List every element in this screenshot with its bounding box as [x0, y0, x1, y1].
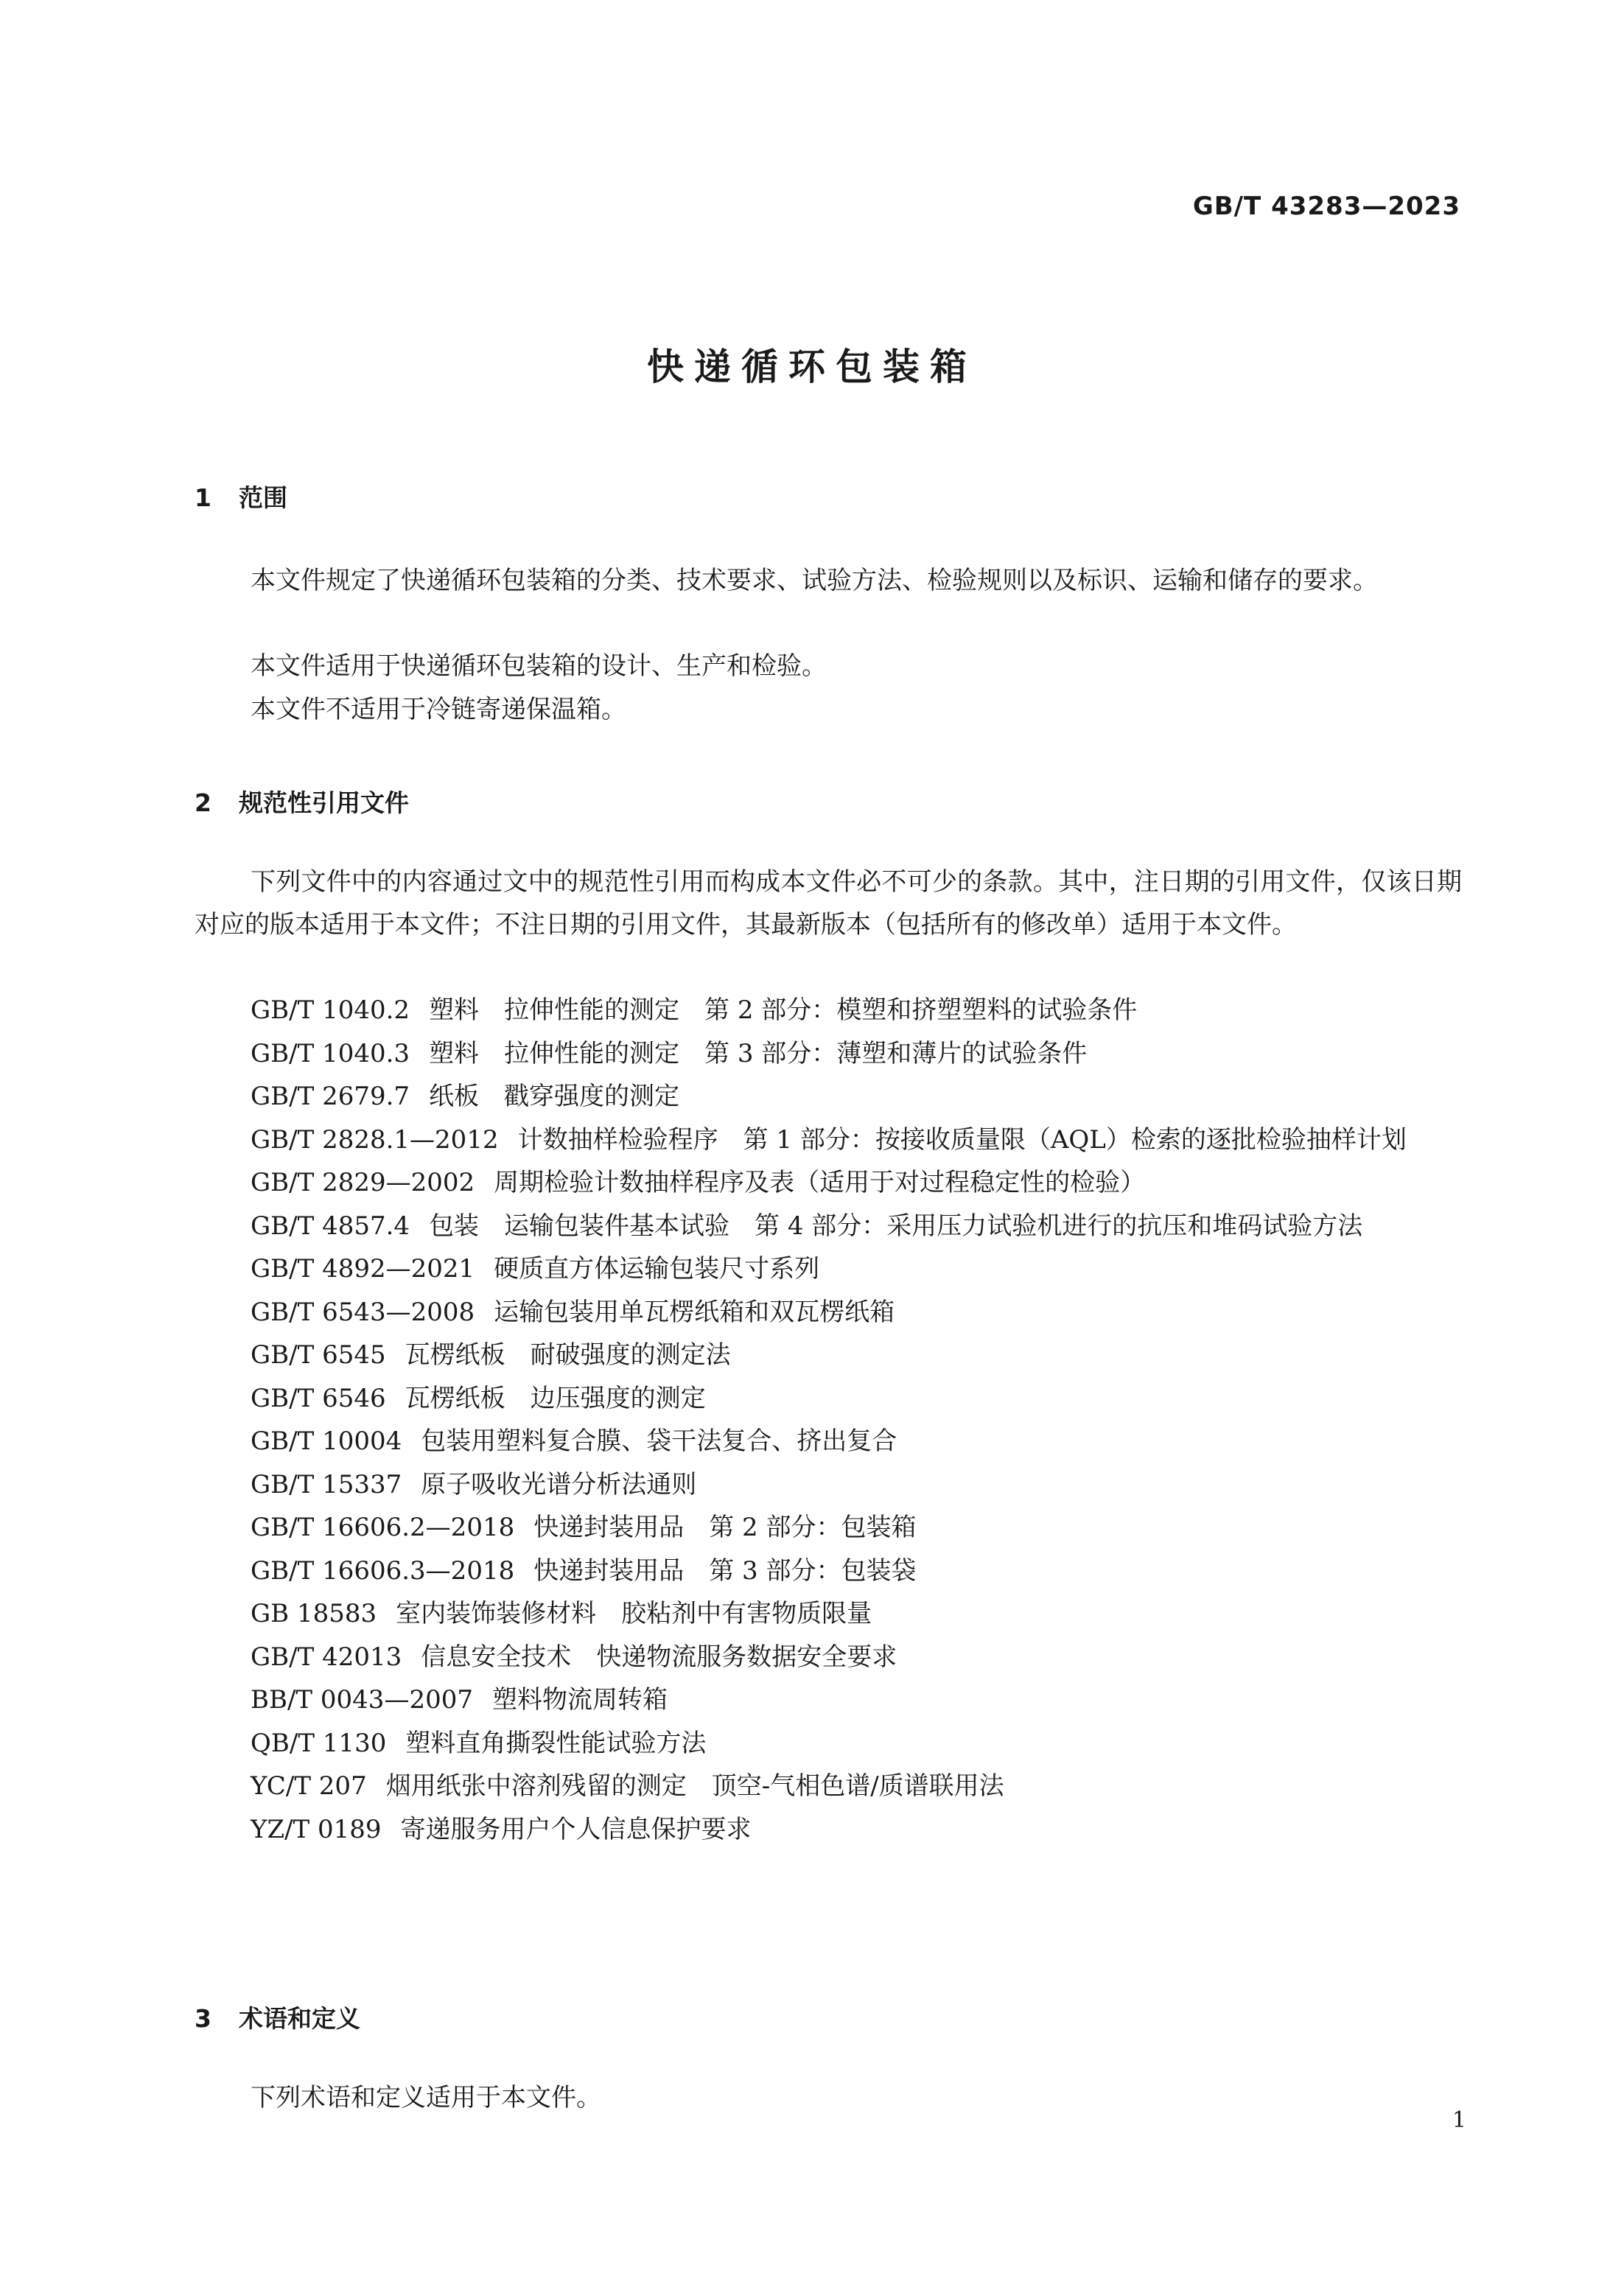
reference-code: GB/T 42013 [251, 1642, 402, 1672]
reference-item [195, 989, 1462, 1032]
reference-code: YZ/T 0189 [251, 1814, 382, 1844]
scope-paragraph-1: 本文件规定了快递循环包装箱的分类、技术要求、试验方法、检验规则以及标识、运输和储存的要求。 [251, 566, 1378, 595]
reference-item [195, 1592, 1462, 1636]
section-heading-normative-references [195, 784, 409, 819]
reference-item [195, 1463, 1462, 1507]
section-title: 范围 [239, 483, 287, 512]
section-title: 规范性引用文件 [239, 788, 409, 817]
reference-title: 塑料直角撕裂性能试验方法 [405, 1728, 707, 1758]
reference-code: GB/T 2679.7 [251, 1082, 410, 1111]
reference-item [195, 1765, 1462, 1808]
scope-paragraph-3: 本文件不适用于冷链寄递保温箱。 [251, 695, 626, 724]
reference-item [195, 1119, 1462, 1162]
reference-title: 包装 运输包装件基本试验 第 4 部分：采用压力试验机进行的抗压和堆码试验方法 [429, 1211, 1363, 1241]
section-number: 3 [195, 2004, 211, 2033]
reference-code: YC/T 207 [251, 1771, 367, 1801]
reference-title: 硬质直方体运输包装尺寸系列 [494, 1254, 820, 1284]
reference-item [195, 1291, 1462, 1334]
reference-item [195, 1678, 1462, 1722]
reference-item [195, 1506, 1462, 1550]
scope-paragraph-2: 本文件适用于快递循环包装箱的设计、生产和检验。 [251, 651, 827, 681]
section-number: 1 [195, 483, 211, 512]
reference-code: GB/T 2829—2002 [251, 1168, 475, 1197]
reference-title: 周期检验计数抽样程序及表（适用于对过程稳定性的检验） [494, 1168, 1146, 1197]
reference-code: GB/T 6543—2008 [251, 1297, 475, 1327]
terms-paragraph-1: 下列术语和定义适用于本文件。 [251, 2083, 601, 2112]
reference-title: 运输包装用单瓦楞纸箱和双瓦楞纸箱 [494, 1297, 895, 1327]
reference-title: 瓦楞纸板 边压强度的测定 [405, 1383, 706, 1413]
reference-item [195, 1161, 1462, 1205]
reference-code: GB/T 4857.4 [251, 1211, 410, 1241]
reference-item [195, 1722, 1462, 1765]
reference-code: GB/T 6546 [251, 1383, 386, 1413]
reference-code: GB/T 4892—2021 [251, 1254, 475, 1284]
reference-title: 瓦楞纸板 耐破强度的测定法 [405, 1340, 731, 1370]
section-title: 术语和定义 [239, 2004, 360, 2033]
reference-code: GB/T 1040.3 [251, 1038, 410, 1068]
reference-code: GB/T 16606.3—2018 [251, 1555, 515, 1586]
section-heading-scope [195, 479, 287, 514]
reference-title: 塑料 拉伸性能的测定 第 2 部分：模塑和挤塑塑料的试验条件 [429, 995, 1138, 1025]
reference-code: GB 18583 [251, 1599, 377, 1628]
reference-item [195, 1205, 1462, 1248]
reference-code: GB/T 1040.2 [251, 995, 410, 1025]
reference-item [195, 1334, 1462, 1377]
reference-title: 烟用纸张中溶剂残留的测定 顶空-气相色谱/质谱联用法 [385, 1771, 1004, 1801]
reference-item [195, 1636, 1462, 1679]
reference-title: 寄递服务用户个人信息保护要求 [400, 1814, 752, 1844]
reference-item [195, 1420, 1462, 1463]
reference-title: 快递封装用品 第 3 部分：包装袋 [533, 1555, 917, 1586]
reference-title: 塑料物流周转箱 [491, 1685, 668, 1715]
reference-code: BB/T 0043—2007 [251, 1685, 473, 1715]
reference-title: 包装用塑料复合膜、袋干法复合、挤出复合 [421, 1426, 897, 1456]
reference-code: GB/T 10004 [251, 1426, 402, 1456]
standard-number: GB/T 43283—2023 [1192, 192, 1460, 221]
reference-code: GB/T 6545 [251, 1340, 386, 1370]
reference-title: 计数抽样检验程序 第 1 部分：按接收质量限（AQL）检索的逐批检验抽样计划 [517, 1124, 1407, 1155]
reference-code: GB/T 15337 [251, 1469, 402, 1499]
reference-title: 塑料 拉伸性能的测定 第 3 部分：薄塑和薄片的试验条件 [429, 1038, 1088, 1068]
document-title: 快递循环包装箱 [647, 346, 977, 388]
reference-title: 原子吸收光谱分析法通则 [421, 1469, 697, 1499]
reference-item [195, 1808, 1462, 1852]
section-heading-terms [195, 2000, 360, 2034]
reference-item [195, 1032, 1462, 1076]
reference-title: 快递封装用品 第 2 部分：包装箱 [533, 1513, 917, 1542]
page-number: 1 [1452, 2107, 1466, 2133]
reference-item [195, 1377, 1462, 1421]
references-intro: 下列文件中的内容通过文中的规范性引用而构成本文件必不可少的条款。其中，注日期的引用文件，仅该日期对应的版本适用于本文件；不注日期的引用文件，其最新版本（包括所有的修改单）适用于本文件。 [195, 867, 1462, 939]
reference-item [195, 1247, 1462, 1291]
reference-title: 纸板 戳穿强度的测定 [429, 1082, 680, 1111]
reference-item [195, 1075, 1462, 1119]
reference-code: GB/T 2828.1—2012 [251, 1124, 499, 1155]
reference-title: 室内装饰装修材料 胶粘剂中有害物质限量 [396, 1599, 872, 1628]
section-number: 2 [195, 788, 211, 817]
reference-item [195, 1550, 1462, 1593]
reference-code: QB/T 1130 [251, 1728, 387, 1758]
reference-list [195, 989, 1462, 1851]
reference-code: GB/T 16606.2—2018 [251, 1513, 515, 1542]
reference-title: 信息安全技术 快递物流服务数据安全要求 [421, 1642, 897, 1672]
